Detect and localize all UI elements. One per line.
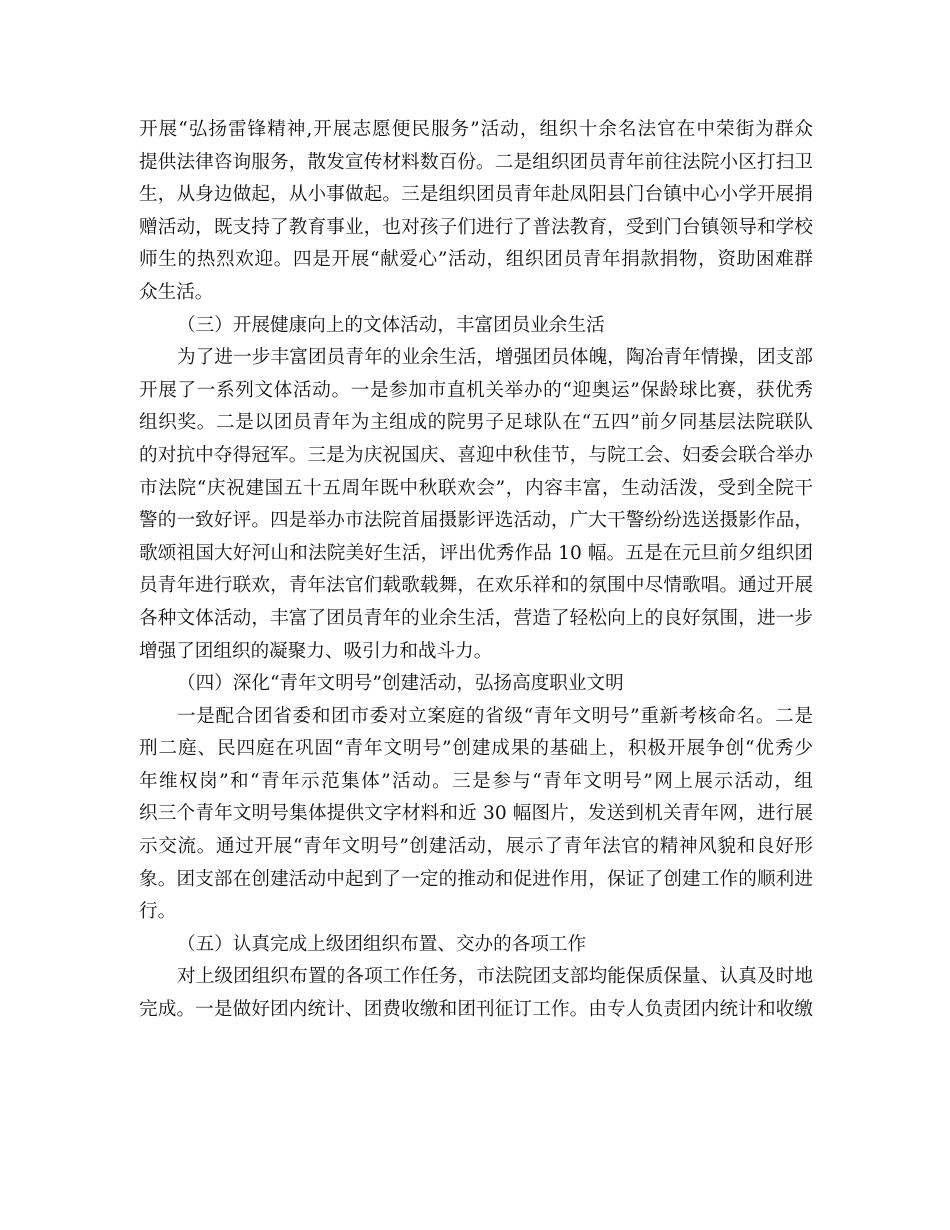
paragraph-line: 各种文体活动，丰富了团员青年的业余生活，营造了轻松向上的良好氛围，进一步: [139, 607, 813, 629]
paragraph-line: 开展“弘扬雷锋精神,开展志愿便民服务”活动，组织十余名法官在中荣街为群众: [139, 119, 813, 140]
paragraph-line: 一是配合团省委和团市委对立案庭的省级“青年文明号”重新考核命名。二是: [177, 705, 813, 727]
paragraph-line: 生，从身边做起，从小事做起。三是组织团员青年赴凤阳县门台镇中心小学开展捐: [139, 184, 813, 206]
paragraph-line: 示交流。通过开展“青年文明号”创建活动，展示了青年法官的精神风貌和良好形: [139, 836, 813, 858]
paragraph-line: 开展了一系列文体活动。一是参加市直机关举办的“迎奥运”保龄球比赛，获优秀: [139, 379, 813, 401]
paragraph-line: 员青年进行联欢，青年法官们载歌载舞，在欢乐祥和的氛围中尽情歌唱。通过开展: [139, 575, 813, 597]
paragraph-line: 警的一致好评。四是举办市法院首届摄影评选活动，广大干警纷纷选送摄影作品，: [139, 510, 813, 532]
paragraph-line: 赠活动，既支持了教育事业，也对孩子们进行了普法教育，受到门台镇领导和学校: [139, 216, 813, 238]
paragraph-line: 众生活。: [139, 281, 214, 303]
paragraph-line: 象。团支部在创建活动中起到了一定的推动和促进作用，保证了创建工作的顺利进: [139, 868, 813, 890]
paragraph-line: 市法院“庆祝建国五十五周年既中秋联欢会”，内容丰富，生动活泼，受到全院干: [139, 477, 813, 499]
paragraph-line: 增强了团组织的凝聚力、吸引力和战斗力。: [139, 640, 493, 662]
paragraph-line: 年维权岗”和“青年示范集体”活动。三是参与“青年文明号”网上展示活动，组: [139, 770, 813, 792]
paragraph-line: 对上级团组织布置的各项工作任务，市法院团支部均能保质保量、认真及时地: [177, 966, 813, 988]
paragraph-line: 刑二庭、民四庭在巩固“青年文明号”创建成果的基础上，积极开展争创“优秀少: [139, 738, 813, 760]
paragraph-line: 行。: [139, 901, 177, 923]
section-heading: （五）认真完成上级团组织布置、交办的各项工作: [177, 933, 587, 955]
paragraph-line: 完成。一是做好团内统计、团费收缴和团刊征订工作。由专人负责团内统计和收缴: [139, 999, 813, 1021]
document-body: [139, 114, 813, 1027]
section-heading: （三）开展健康向上的文体活动，丰富团员业余生活: [177, 314, 605, 336]
paragraph-line: 为了进一步丰富团员青年的业余生活，增强团员体魄，陶冶青年情操，团支部: [177, 347, 813, 369]
paragraph-line: 师生的热烈欢迎。四是开展“献爱心”活动，组织团员青年捐款捐物，资助困难群: [139, 249, 813, 271]
paragraph-line: 组织奖。二是以团员青年为主组成的院男子足球队在“五四”前夕同基层法院联队: [139, 412, 813, 434]
paragraph-line: 歌颂祖国大好河山和法院美好生活，评出优秀作品 10 幅。五是在元旦前夕组织团: [139, 542, 813, 564]
section-heading: （四）深化“青年文明号”创建活动，弘扬高度职业文明: [177, 673, 624, 695]
paragraph-line: 提供法律咨询服务，散发宣传材料数百份。二是组织团员青年前往法院小区打扫卫: [139, 151, 813, 173]
paragraph-line: 的对抗中夺得冠军。三是为庆祝国庆、喜迎中秋佳节，与院工会、妇委会联合举办: [139, 444, 813, 466]
paragraph-line: 织三个青年文明号集体提供文字材料和近 30 幅图片，发送到机关青年网，进行展: [139, 803, 813, 825]
